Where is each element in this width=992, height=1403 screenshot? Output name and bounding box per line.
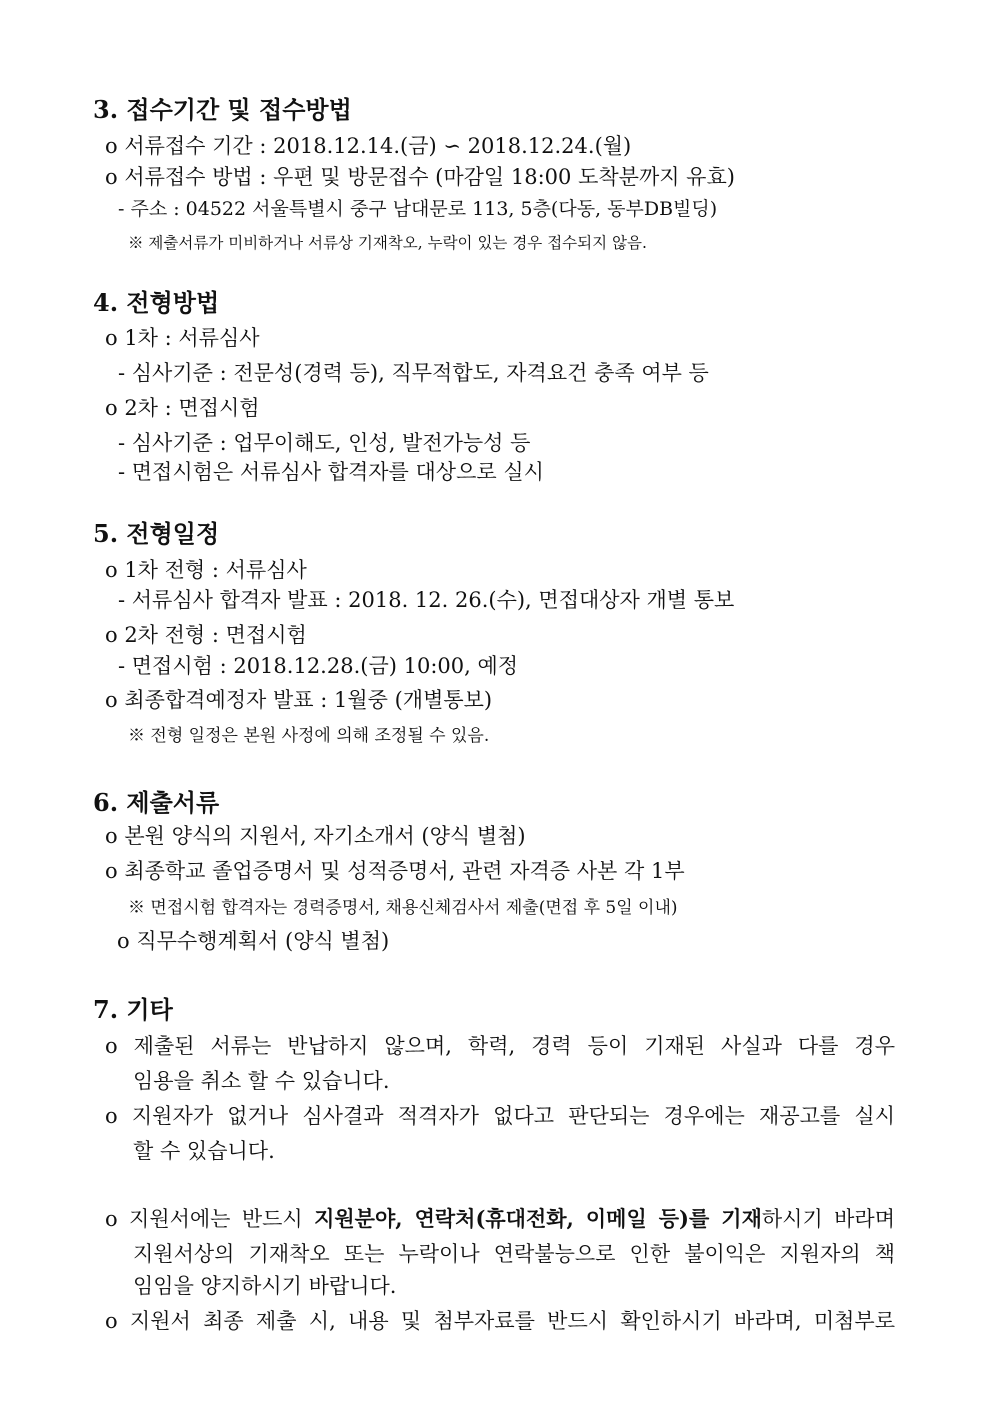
s7-para-3-emphasis: 지원분야, 연락처(휴대전화, 이메일 등)를 기재 <box>314 1206 762 1231</box>
s7-para-3-text-post: 하시기 바라며 <box>761 1207 895 1231</box>
s7-para-3-text-pre: o 지원서에는 반드시 <box>105 1207 315 1231</box>
s6-line-3: o 직무수행계획서 (양식 별첨) <box>117 929 390 953</box>
section-4-heading: 4. 전형방법 <box>93 288 220 317</box>
section-3-heading: 3. 접수기간 및 접수방법 <box>93 95 352 124</box>
s4-line-2: - 심사기준 : 전문성(경력 등), 직무적합도, 자격요건 충족 여부 등 <box>118 361 709 385</box>
section-7-heading: 7. 기타 <box>93 995 173 1024</box>
s7-para-3-line-3: 임임을 양지하시기 바랍니다. <box>133 1274 397 1298</box>
s5-note: ※ 전형 일정은 본원 사정에 의해 조정될 수 있음. <box>128 726 490 746</box>
s7-para-3-line-1 <box>105 1203 895 1233</box>
s3-address: - 주소 : 04522 서울특별시 중구 남대문로 113, 5층(다동, 동부DB빌딩) <box>118 198 718 220</box>
s7-para-2-line-2: 할 수 있습니다. <box>133 1139 275 1163</box>
s6-line-1: o 본원 양식의 지원서, 자기소개서 (양식 별첨) <box>105 824 526 848</box>
s4-line-5: - 면접시험은 서류심사 합격자를 대상으로 실시 <box>118 460 544 484</box>
s4-line-1: o 1차 : 서류심사 <box>105 326 260 350</box>
s7-para-1-line-1: o 제출된 서류는 반납하지 않으며, 학력, 경력 등이 기재된 사실과 다를 경우 <box>105 1034 895 1058</box>
s7-para-2-line-1: o 지원자가 없거나 심사결과 적격자가 없다고 판단되는 경우에는 재공고를 실시 <box>105 1104 895 1128</box>
s5-line-3: o 2차 전형 : 면접시험 <box>105 623 307 647</box>
s7-para-4-line-1: o 지원서 최종 제출 시, 내용 및 첨부자료를 반드시 확인하시기 바라며, 미첨부로 <box>105 1309 895 1333</box>
s6-line-2: o 최종학교 졸업증명서 및 성적증명서, 관련 자격증 사본 각 1부 <box>105 859 685 883</box>
s3-note: ※ 제출서류가 미비하거나 서류상 기재착오, 누락이 있는 경우 접수되지 않음. <box>128 234 647 252</box>
s3-line-1: o 서류접수 기간 : 2018.12.14.(금) ∽ 2018.12.24.(월) <box>105 134 632 158</box>
section-5-heading: 5. 전형일정 <box>93 519 220 548</box>
s7-para-1-line-2: 임용을 취소 할 수 있습니다. <box>133 1069 390 1093</box>
s5-line-5: o 최종합격예정자 발표 : 1월중 (개별통보) <box>105 688 493 712</box>
s7-para-3-line-2: 지원서상의 기재착오 또는 누락이나 연락불능으로 인한 불이익은 지원자의 책 <box>133 1242 895 1266</box>
s5-line-2: - 서류심사 합격자 발표 : 2018. 12. 26.(수), 면접대상자 개별 통보 <box>118 588 735 612</box>
s6-note: ※ 면접시험 합격자는 경력증명서, 채용신체검사서 제출(면접 후 5일 이내) <box>128 898 678 918</box>
s4-line-4: - 심사기준 : 업무이해도, 인성, 발전가능성 등 <box>118 431 531 455</box>
s5-line-1: o 1차 전형 : 서류심사 <box>105 558 307 582</box>
s3-line-2: o 서류접수 방법 : 우편 및 방문접수 (마감일 18:00 도착분까지 유효) <box>105 165 735 189</box>
s5-line-4: - 면접시험 : 2018.12.28.(금) 10:00, 예정 <box>118 654 519 678</box>
s4-line-3: o 2차 : 면접시험 <box>105 396 260 420</box>
section-6-heading: 6. 제출서류 <box>93 788 220 817</box>
